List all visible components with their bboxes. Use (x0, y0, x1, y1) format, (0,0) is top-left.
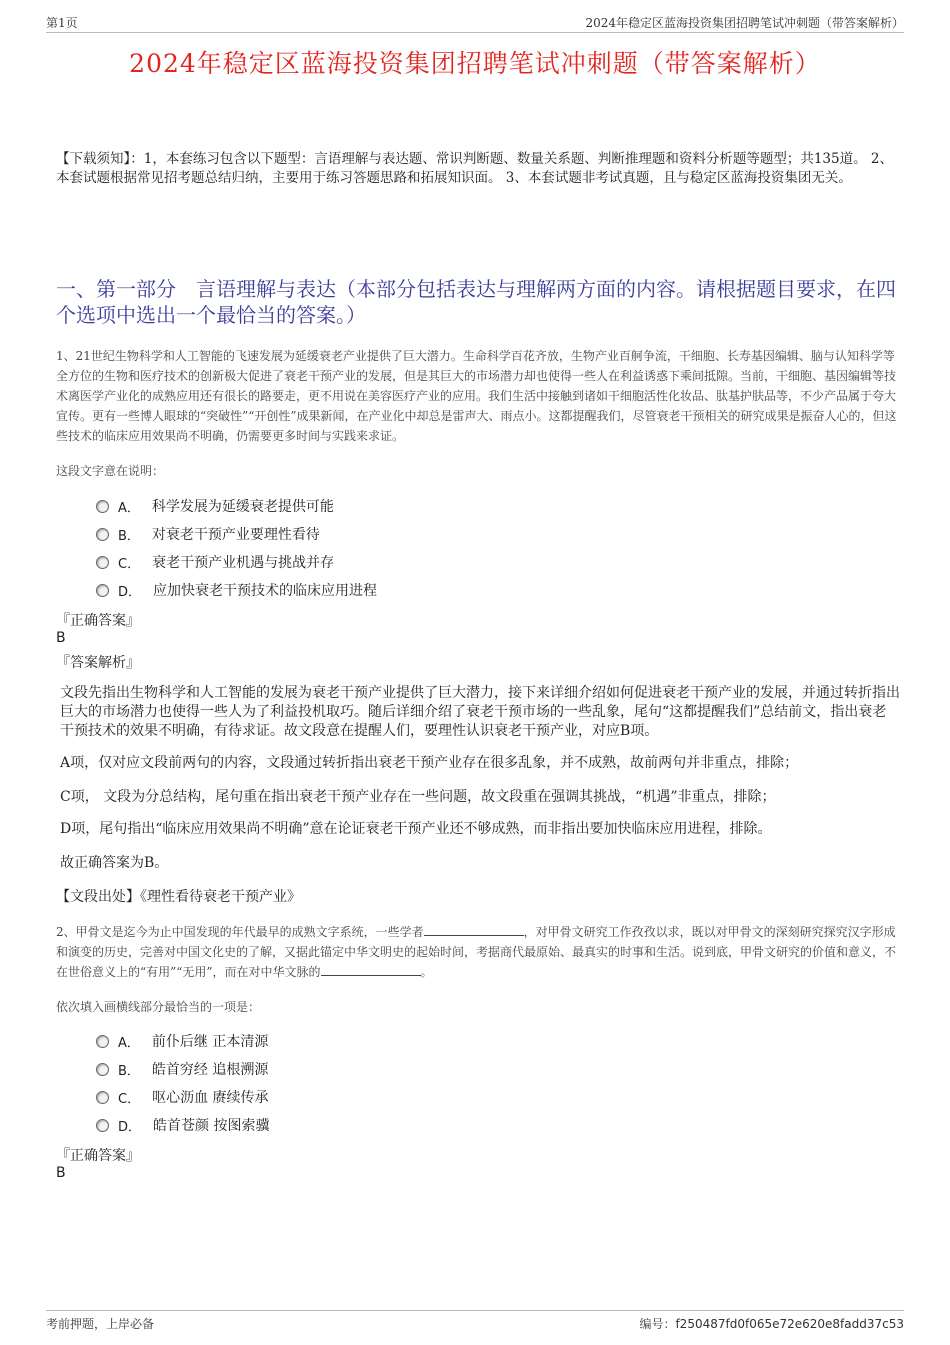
page-title: 2024年稳定区蓝海投资集团招聘笔试冲刺题（带答案解析） (129, 49, 821, 78)
option-letter: B． (118, 528, 140, 544)
option-text: 对衰老干预产业要理性看待 (151, 527, 320, 543)
q1-option-b[interactable] (96, 524, 320, 544)
q1-analysis-label: 『答案解析』 (56, 655, 140, 671)
q1-answer-label: 『正确答案』 (56, 613, 140, 629)
download-notice: 【下载须知】：1，本套练习包含以下题型：言语理解与表达题、常识判断题、数量关系题、判断推理题和资料分析题等题型；共135道。 2、本套试题根据常见招考题总结归纳，主要用于练习答题思路和拓展知识面。 3、本套试题非考试真题，且与稳定区蓝海投资集团无关。 (56, 151, 893, 186)
option-text: 皓首苍颜 按图索骥 (153, 1118, 270, 1134)
question-2-text-part: 2、甲骨文是迄今为止中国发现的年代最早的成熟文字系统，一些学者 (56, 925, 424, 939)
question-1-prompt: 这段文字意在说明： (56, 464, 165, 478)
question-2-text (56, 922, 901, 982)
question-2-text-part: ，对甲骨文研究工作孜孜以求，既以对甲骨文的深刻研究探究汉字形成和演变的历史，完善对中国文化史的了解，又据此锚定中华文明史的起始时间，考据商代最原始、最真实的时事和生活。说到底，甲骨文研究的价值和意义，不在世俗意义上的“有用”“无用”，而在对中华文脉的 (56, 925, 897, 979)
footer-code-value: f250487fd0f065e72e620e8fadd37c53 (675, 1317, 904, 1331)
q1-option-c[interactable] (96, 552, 334, 572)
q1-option-d[interactable] (96, 580, 377, 600)
fill-blank (424, 923, 524, 936)
option-text: 科学发展为延缓衰老提供可能 (151, 499, 334, 515)
radio-icon[interactable] (96, 1091, 109, 1104)
option-text: 皓首穷经 追根溯源 (151, 1062, 269, 1078)
option-text: 衰老干预产业机遇与挑战并存 (152, 555, 335, 571)
option-letter: A． (118, 1035, 140, 1051)
radio-icon[interactable] (96, 1063, 109, 1076)
radio-icon[interactable] (96, 1035, 109, 1048)
radio-icon[interactable] (96, 1119, 109, 1132)
option-letter: C． (118, 1091, 141, 1107)
radio-icon[interactable] (96, 584, 109, 597)
q2-answer: B (56, 1165, 66, 1181)
q1-analysis-para: 故正确答案为B。 (60, 855, 169, 871)
radio-icon[interactable] (96, 556, 109, 569)
footer-code (639, 1315, 904, 1332)
option-letter: B． (118, 1063, 140, 1079)
q1-analysis-para: A项，仅对应文段前两句的内容，文段通过转折指出衰老干预产业存在很多乱象，并不成熟，故前两句并非重点，排除； (60, 755, 799, 771)
option-letter: D． (118, 1119, 142, 1135)
section-title: 一、第一部分 言语理解与表达（本部分包括表达与理解两方面的内容。请根据题目要求，在四个选项中选出一个最恰当的答案。） (56, 277, 896, 327)
q2-option-b[interactable] (96, 1059, 268, 1079)
q2-option-d[interactable] (96, 1115, 269, 1135)
q2-option-a[interactable] (96, 1031, 268, 1051)
question-2-text-part: 。 (420, 965, 433, 979)
option-text: 呕心沥血 赓续传承 (152, 1090, 269, 1106)
radio-icon[interactable] (96, 500, 109, 513)
option-letter: D． (118, 584, 142, 600)
question-2-prompt: 依次填入画横线部分最恰当的一项是： (56, 1000, 261, 1014)
page-number: 第1页 (46, 16, 78, 30)
page-footer (46, 1310, 904, 1331)
q1-analysis-para: C项， 文段为分总结构，尾句重在指出衰老干预产业存在一些问题，故文段重在强调其挑战，“机遇”非重点，排除； (60, 789, 776, 805)
fill-blank (321, 963, 421, 976)
q2-answer-label: 『正确答案』 (56, 1148, 140, 1164)
footer-code-label: 编号： (639, 1317, 676, 1331)
option-letter: A． (118, 500, 140, 516)
page-header (46, 14, 904, 33)
option-text: 应加快衰老干预技术的临床应用进程 (153, 583, 378, 599)
q2-option-c[interactable] (96, 1087, 269, 1107)
q1-source: 【文段出处】《理性看待衰老干预产业》 (56, 889, 301, 905)
q1-option-a[interactable] (96, 496, 334, 516)
header-doc-title: 2024年稳定区蓝海投资集团招聘笔试冲刺题（带答案解析） (585, 16, 904, 30)
q1-answer: B (56, 630, 66, 646)
question-1-text: 1、21世纪生物科学和人工智能的飞速发展为延缓衰老产业提供了巨大潜力。生命科学百花齐放，生物产业百舸争流，干细胞、长寿基因编辑、脑与认知科学等全方位的生物和医疗技术的创新极大促进了衰老干预产业的发展，但是其巨大的市场潜力却也使得一些人在利益诱惑下乘间抵隙。当前，干细胞、基因编辑等技术离医学产业化的成熟应用还有很长的路要走，更不用说在美容医疗产业的应用。我们生活中接触到诸如干细胞活性化妆品、肽基护肤品等，不少产品属于夸大宣传。更有一些博人眼球的“突破性”“开创性”成果新闻，在产业化中却总是雷声大、雨点小。这都提醒我们，尽管衰老干预相关的研究成果是振奋人心的，但这些技术的临床应用效果尚不明确，仍需要更多时间与实践来求证。 (56, 349, 897, 443)
radio-icon[interactable] (96, 528, 109, 541)
option-letter: C． (118, 556, 141, 572)
q1-analysis-para: 文段先指出生物科学和人工智能的发展为衰老干预产业提供了巨大潜力，接下来详细介绍如何促进衰老干预产业的发展，并通过转折指出巨大的市场潜力也使得一些人为了利益投机取巧。随后详细介绍了衰老干预市场的一些乱象，尾句“这都提醒我们”总结前文，指出衰老干预技术的效果不明确，有待求证。故文段意在提醒人们，要理性认识衰老干预产业，对应B项。 (60, 685, 900, 739)
q1-analysis-para: D项，尾句指出“临床应用效果尚不明确”意在论证衰老干预产业还不够成熟，而非指出要加快临床应用进程，排除。 (60, 821, 772, 837)
option-text: 前仆后继 正本清源 (151, 1034, 269, 1050)
footer-slogan: 考前押题，上岸必备 (46, 1317, 155, 1331)
